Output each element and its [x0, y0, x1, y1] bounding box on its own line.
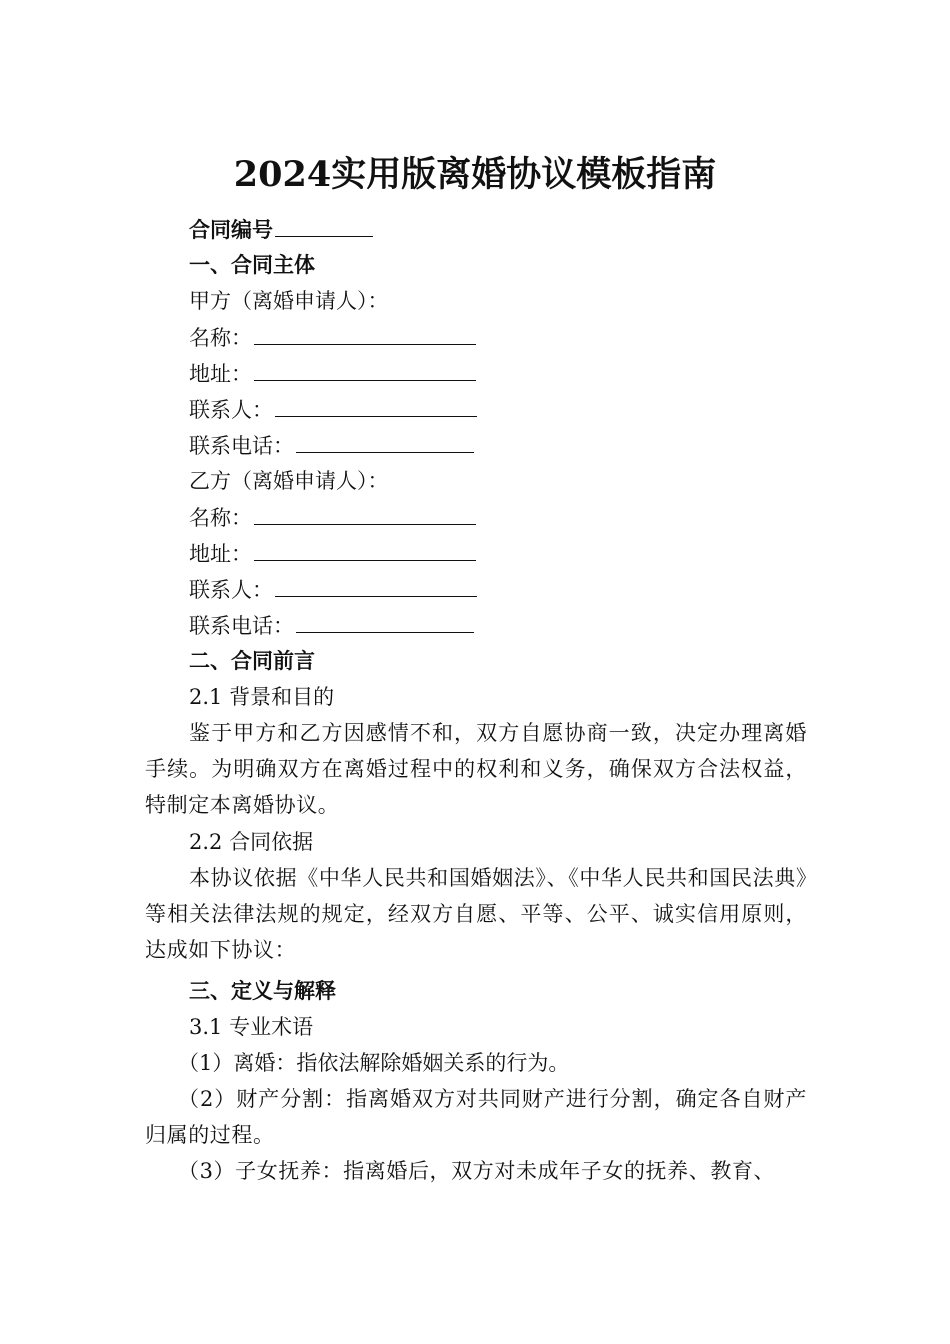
- party-a-name-line: [189, 322, 476, 353]
- section-heading-preface: 二、合同前言: [189, 648, 315, 673]
- party-b-address-line: [189, 538, 476, 569]
- party-b-phone-label: 联系电话：: [189, 614, 294, 638]
- party-b-contact-label: 联系人：: [189, 578, 273, 602]
- party-a-address-blank[interactable]: [254, 358, 476, 381]
- party-b-name-label: 名称：: [189, 506, 252, 530]
- party-a-phone-blank[interactable]: [296, 430, 474, 453]
- paragraph-background: 鉴于甲方和乙方因感情不和，双方自愿协商一致，决定办理离婚手续。为明确双方在离婚过程中的权利和义务，确保双方合法权益，特制定本离婚协议。: [145, 721, 807, 817]
- paragraph-basis: 本协议依据《中华人民共和国婚姻法》、《中华人民共和国民法典》等相关法律法规的规定，经双方自愿、平等、公平、诚实信用原则，达成如下协议：: [145, 866, 807, 962]
- party-b-contact-blank[interactable]: [275, 574, 477, 597]
- section-heading-definitions: 三、定义与解释: [189, 978, 336, 1003]
- party-a-name-blank[interactable]: [254, 322, 476, 345]
- party-b-name-line: [189, 502, 476, 533]
- definition-item-custody: （3）子女抚养：指离婚后，双方对未成年子女的抚养、教育、: [178, 1159, 776, 1183]
- party-a-heading: 甲方（离婚申请人）：: [189, 289, 389, 313]
- party-a-address-line: [189, 358, 476, 389]
- party-a-contact-line: [189, 394, 477, 425]
- subsection-terms: 3.1 专业术语: [189, 1015, 314, 1039]
- party-b-phone-line: [189, 610, 474, 641]
- document-title: 2024实用版离婚协议模板指南: [233, 154, 717, 195]
- party-a-phone-label: 联系电话：: [189, 434, 294, 458]
- contract-number-blank[interactable]: [275, 214, 373, 237]
- party-a-contact-blank[interactable]: [275, 394, 477, 417]
- party-a-address-label: 地址：: [189, 362, 252, 386]
- party-b-name-blank[interactable]: [254, 502, 476, 525]
- definition-item-divorce: （1）离婚：指依法解除婚姻关系的行为。: [178, 1051, 570, 1075]
- party-a-phone-line: [189, 430, 474, 461]
- section-heading-parties: 一、合同主体: [189, 252, 315, 277]
- definition-item-property: （2）财产分割：指离婚双方对共同财产进行分割，确定各自财产归属的过程。: [145, 1087, 807, 1147]
- party-b-address-label: 地址：: [189, 542, 252, 566]
- contract-number-line: [189, 214, 373, 245]
- party-a-contact-label: 联系人：: [189, 398, 273, 422]
- party-b-heading: 乙方（离婚申请人）：: [189, 469, 389, 493]
- party-b-address-blank[interactable]: [254, 538, 476, 561]
- party-b-phone-blank[interactable]: [296, 610, 474, 633]
- subsection-background: 2.1 背景和目的: [189, 685, 335, 709]
- party-a-name-label: 名称：: [189, 326, 252, 350]
- contract-number-label: 合同编号: [189, 217, 273, 242]
- party-b-contact-line: [189, 574, 477, 605]
- subsection-basis: 2.2 合同依据: [189, 830, 314, 854]
